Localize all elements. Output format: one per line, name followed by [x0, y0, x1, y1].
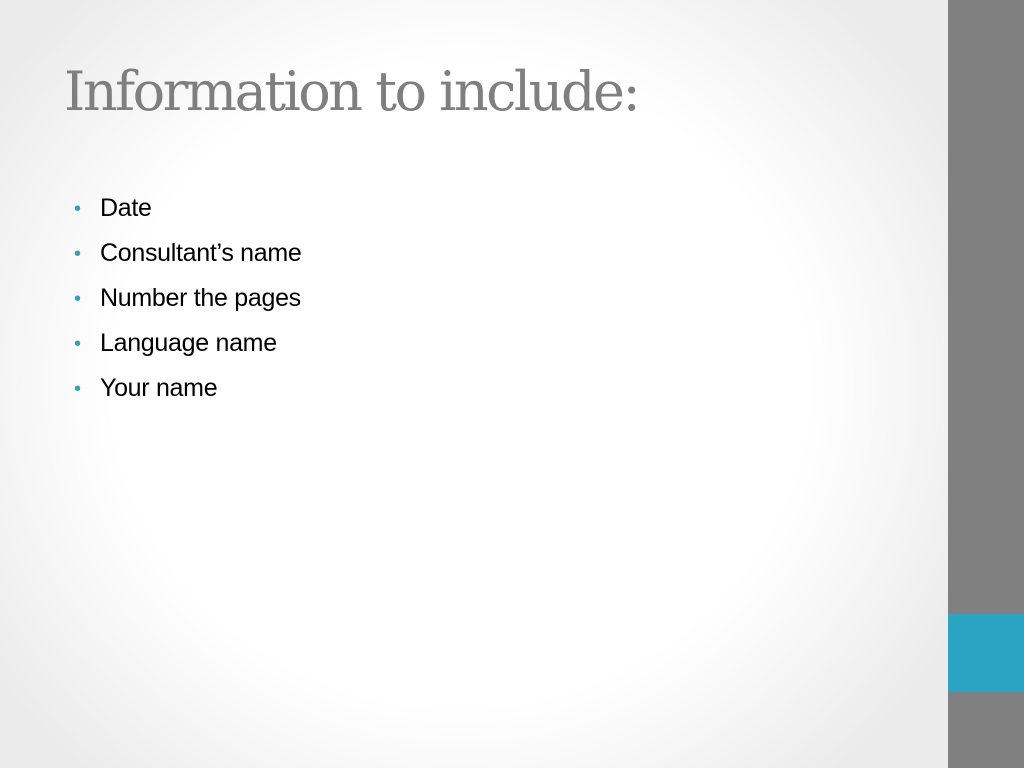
slide-title: Information to include:: [64, 60, 639, 123]
bullet-text: Your name: [100, 374, 218, 402]
bullet-dot-icon: •: [74, 332, 82, 355]
bullet-text: Consultant’s name: [100, 239, 302, 267]
bullet-dot-icon: •: [74, 197, 82, 220]
bullet-item-consultant: [74, 231, 302, 276]
accent-block: [948, 614, 1024, 692]
bullet-item-pages: [74, 276, 302, 321]
bullet-item-date: [74, 186, 302, 231]
bullet-item-language: [74, 321, 302, 366]
bullet-dot-icon: •: [74, 242, 82, 265]
bullet-text: Number the pages: [100, 284, 301, 312]
bullet-dot-icon: •: [74, 287, 82, 310]
bullet-dot-icon: •: [74, 377, 82, 400]
bullet-text: Language name: [100, 329, 277, 357]
bullet-list: [74, 186, 302, 411]
bullet-text: Date: [100, 194, 152, 222]
bullet-item-your-name: [74, 366, 302, 411]
decorative-side-bar: [948, 0, 1024, 768]
